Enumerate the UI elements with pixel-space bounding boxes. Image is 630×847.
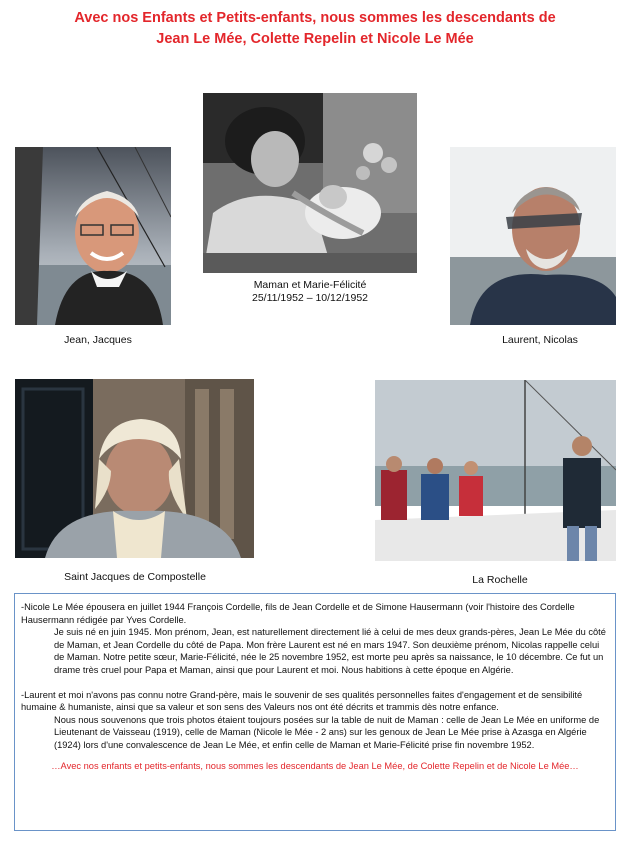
title-line-1: Avec nos Enfants et Petits-enfants, nous sommes les descendants de <box>74 10 556 26</box>
photo-maman-marie-felicite <box>203 93 417 273</box>
title-line-2: Jean Le Mée, Colette Repelin et Nicole Le Mée <box>156 31 474 47</box>
caption-maman <box>203 279 417 305</box>
paragraph-gap <box>21 677 609 689</box>
closing-line: …Avec nos enfants et petits-enfants, nous sommes les descendants de Jean Le Mée, de Colette Repelin et de Nicole Le Mée… <box>51 760 579 771</box>
caption-maman-dates: 25/11/1952 – 10/12/1952 <box>252 292 368 304</box>
photo-jean-jacques <box>15 147 171 325</box>
caption-compostelle: Saint Jacques de Compostelle <box>64 571 206 583</box>
caption-maman-line-1: Maman et Marie-Félicité <box>253 279 367 291</box>
paragraph-1-intro: -Nicole Le Mée épousera en juillet 1944 François Cordelle, fils de Jean Cordelle et de Simone Hausermann (voir l'histoire des Cordelle Hausermann rédigée par Yves Cordelle. <box>21 602 575 625</box>
photo-la-rochelle <box>375 380 616 561</box>
page-title <box>0 8 630 50</box>
caption-laurent-nicolas: Laurent, Nicolas <box>502 334 578 346</box>
paragraph-1-body: Je suis né en juin 1945. Mon prénom, Jean, est naturellement directement lié à celui de mes deux grands-pères, Jean Le Mée du côté de Maman, et Jean Cordelle du côté de Papa. Mon frère Laurent est né en mars 1947. Son deuxième prénom, Nicolas rappelle celui de Maman. Notre petite sœur, Marie-Félicité, née le 25 novembre 1952, est morte peu après sa naissance, le 10 décembre. Ce fut un drame très cruel pour Papa et Maman, ainsi que pour Laurent et moi. Nous habitions à cette époque en Algérie. <box>54 627 606 675</box>
paragraph-2-intro: -Laurent et moi n'avons pas connu notre Grand-père, mais le souvenir de ses qualités personnelles faites d'engagement et de sensibilité humaine & humaniste, ainsi que sa valeur et son sens des Valeurs nos ont été décrits et trammis dès notre enfance. <box>21 689 583 713</box>
caption-jean-jacques: Jean, Jacques <box>64 334 132 346</box>
caption-la-rochelle: La Rochelle <box>472 574 528 586</box>
paragraph-2-body: Nous nous souvenons que trois photos étaient toujours posées sur la table de nuit de Maman : celle de Jean Le Mée en uniforme de Lieutenant de Vaisseau (1919), celle de Maman (Nicole le Mée - 2 ans) sur les genoux de Jean Le Mée prise à Azasga en Algérie (1924) lors d'une convalescence de Jean Le Mée, et enfin celle de Maman et Marie-Félicité prise fin novembre 1952. <box>54 714 600 750</box>
family-history-textbox <box>14 593 616 831</box>
photo-laurent-nicolas <box>450 147 616 325</box>
photo-compostelle <box>15 379 254 558</box>
